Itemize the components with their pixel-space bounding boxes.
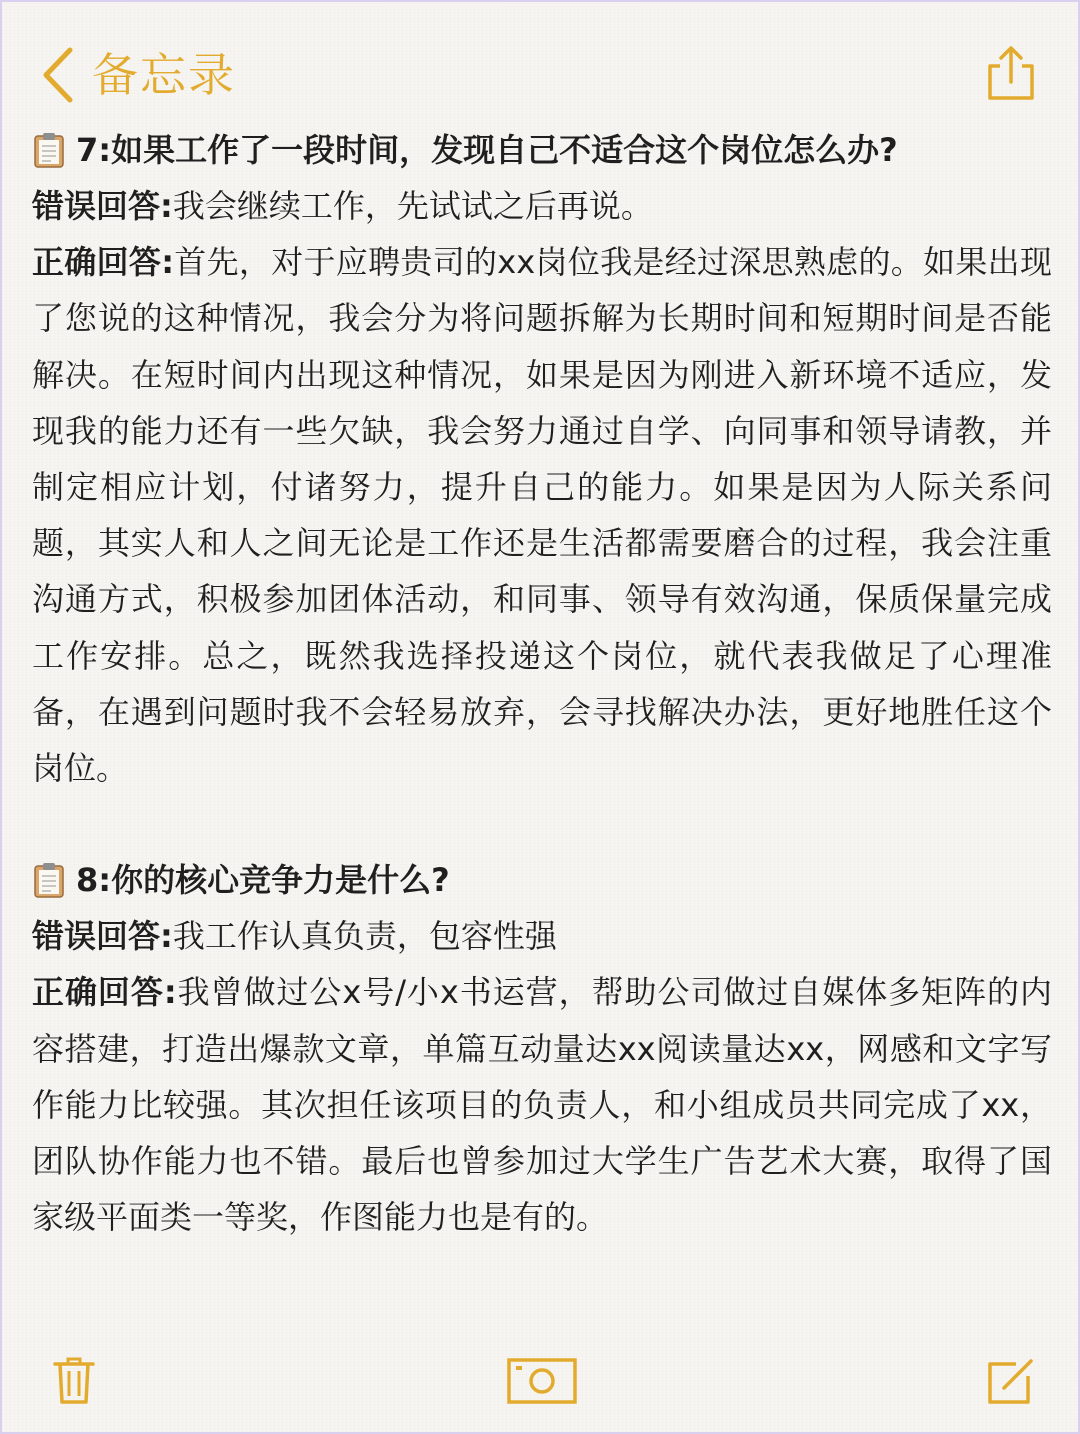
question-text: 8:你的核心竞争力是什么?: [76, 861, 450, 900]
wrong-answer-text: 我工作认真负责，包容性强: [172, 917, 557, 956]
wrong-answer-label: 错误回答:: [32, 187, 173, 225]
camera-icon[interactable]: [506, 1356, 578, 1406]
note-body[interactable]: [32, 122, 1052, 1245]
clipboard-icon: [32, 131, 66, 169]
wrong-answer-text: 我会继续工作，先试试之后再说。: [172, 187, 653, 225]
share-icon[interactable]: [984, 44, 1038, 102]
right-answer: [32, 964, 1052, 1245]
trash-icon[interactable]: [52, 1356, 96, 1406]
back-label: 备忘录: [92, 48, 236, 102]
spacer: [32, 796, 1052, 852]
question-text: 7:如果工作了一段时间，发现自己不适合这个岗位怎么办?: [76, 130, 898, 169]
back-button[interactable]: [36, 40, 236, 110]
wrong-answer: [32, 908, 1052, 964]
wrong-answer-label: 错误回答:: [32, 917, 173, 956]
question-heading: [32, 122, 1052, 178]
wrong-answer: [32, 178, 1052, 234]
right-answer-label: 正确回答:: [32, 243, 174, 282]
right-answer: [32, 234, 1052, 796]
right-answer-label: 正确回答:: [32, 973, 177, 1012]
compose-icon[interactable]: [986, 1356, 1036, 1406]
question-heading: [32, 852, 1052, 908]
right-answer-text: 首先，对于应聘贵司的xx岗位我是经过深思熟虑的。如果出现了您说的这种情况，我会分为将问题拆解为长期时间和短期时间是否能解决。在短时间内出现这种情况，如果是因为刚进入新环境不适应，发现我的能力还有一些欠缺，我会努力通过自学、向同事和领导请教，并制定相应计划，付诸努力，提升自己的能力。如果是因为人际关系问题，其实人和人之间无论是工作还是生活都需要磨合的过程，我会注重沟通方式，积极参加团体活动，和同事、领导有效沟通，保质保量完成工作安排。总之，既然我选择投递这个岗位，就代表我做足了心理准备，在遇到问题时我不会轻易放弃，会寻找解决办法，更好地胜任这个岗位。: [32, 243, 1052, 788]
clipboard-icon: [32, 861, 66, 899]
chevron-left-icon: [36, 44, 82, 106]
right-answer-text: 我曾做过公x号/小x书运营，帮助公司做过自媒体多矩阵的内容搭建，打造出爆款文章，单篇互动量达xx阅读量达xx，网感和文字写作能力比较强。其次担任该项目的负责人，和小组成员共同完成了xx，团队协作能力也不错。最后也曾参加过大学生广告艺术大赛，取得了国家级平面类一等奖，作图能力也是有的。: [32, 973, 1052, 1237]
